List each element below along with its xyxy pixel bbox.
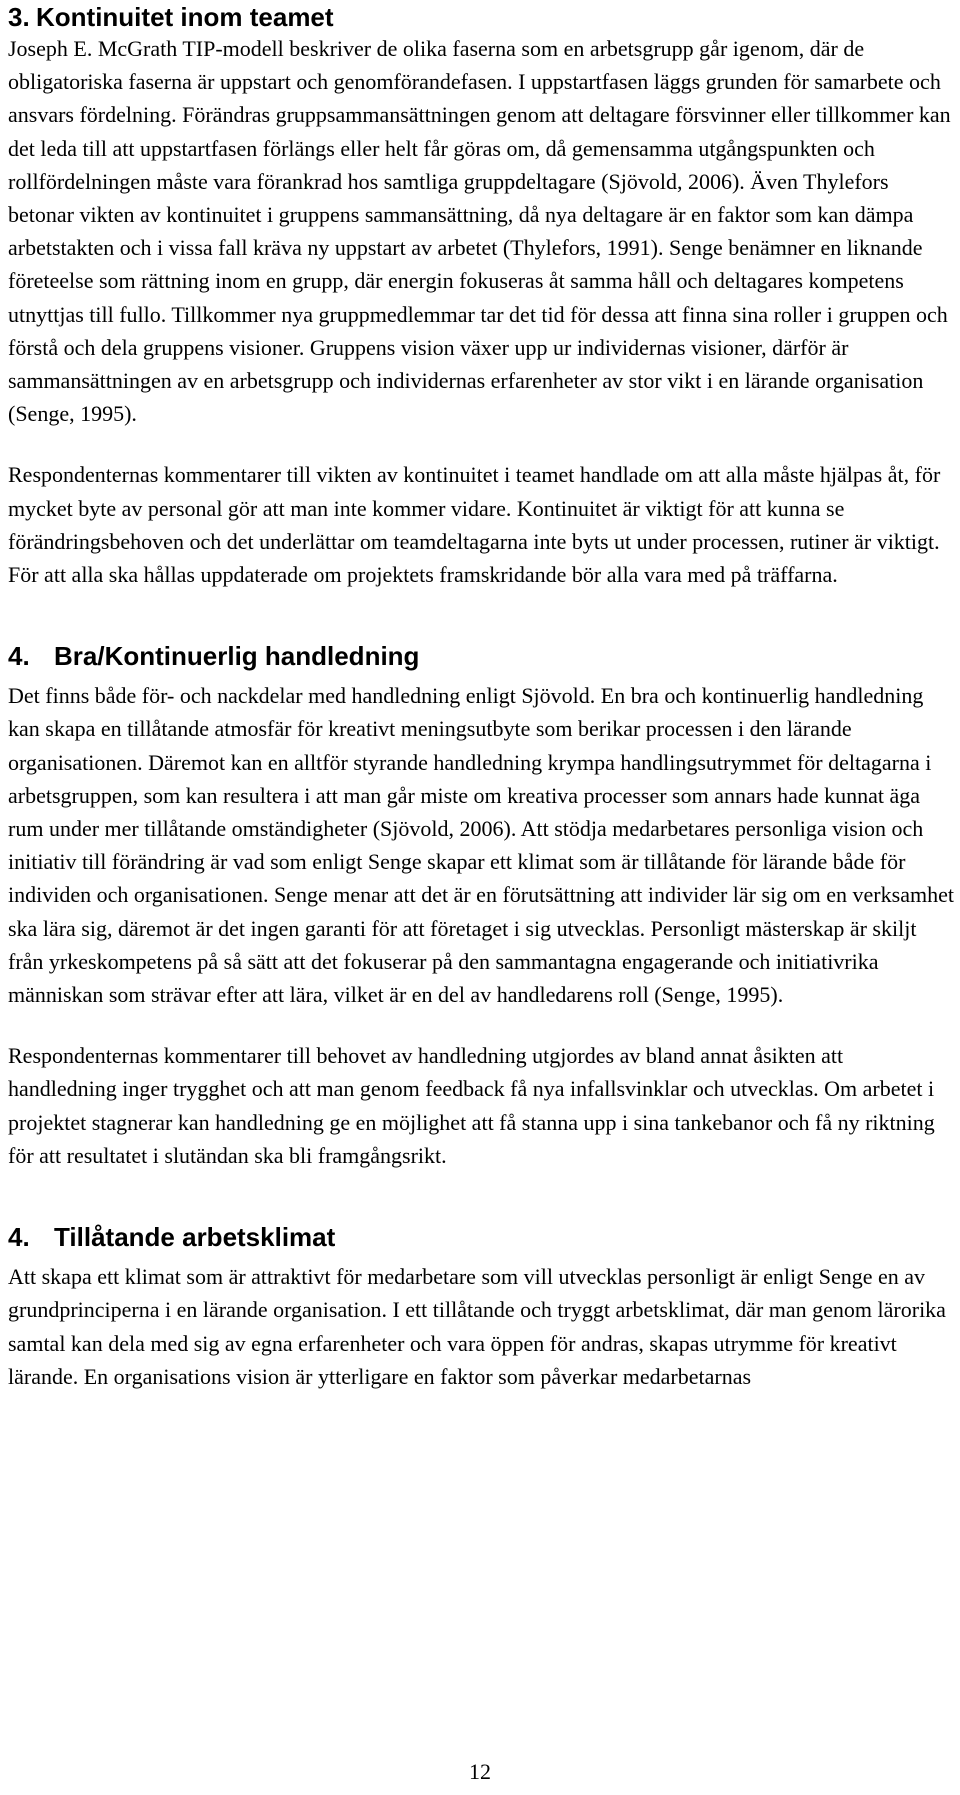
paragraph: Att skapa ett klimat som är attraktivt för medarbetare som vill utvecklas personligt är enligt Senge en av grundprinciperna i en lärande organisation. I ett tillåtande och tryggt arbetsklimat, där man genom lärorika samtal kan dela med sig av egna erfarenheter och vara öppen för andras, skapas utrymme för kreativt lärande. En organisations vision är ytterligare en faktor som påverkar medarbetarnas — [8, 1264, 946, 1389]
page-number: 12 — [469, 1759, 491, 1784]
section-heading — [8, 641, 956, 671]
section-title: Kontinuitet inom teamet — [36, 2, 334, 32]
section-kontinuitet — [8, 2, 956, 591]
paragraph: Joseph E. McGrath TIP-modell beskriver de olika faserna som en arbetsgrupp går igenom, där de obligatoriska faserna är uppstart och genomförandefasen. I uppstartfasen läggs grunden för samarbete och ansvars fördelning. Förändras gruppsammansättningen genom att deltagare försvinner eller tillkommer kan det leda till att uppstartfasen förlängs eller helt får göras om, då gemensamma utgångspunkten och rollfördelningen måste vara förankrad hos samtliga gruppdeltagare (Sjövold, 2006). Även Thylefors betonar vikten av kontinuitet i gruppens sammansättning, då nya deltagare är en faktor som kan dämpa arbetstakten och i vissa fall kräva ny uppstart av arbetet (Thylefors, 1991). Senge benämner en liknande företeelse som rättning inom en grupp, där energin fokuseras åt samma håll och deltagares kompetens utnyttjas till fullo. Tillkommer nya gruppmedlemmar tar det tid för dessa att finna sina roller i gruppen och förstå och dela gruppens visioner. Gruppens vision växer upp ur individernas visioner, därför är sammansättningen av en arbetsgrupp och individernas erfarenheter av stor vikt i en lärande organisation (Senge, 1995). — [8, 36, 951, 427]
section-number: 4. — [8, 641, 30, 672]
section-arbetsklimat — [8, 1222, 956, 1393]
paragraph: Respondenternas kommentarer till vikten av kontinuitet i teamet handlade om att alla måste hjälpas åt, för mycket byte av personal gör att man inte kommer vidare. Kontinuitet är viktigt för att kunna se förändringsbehoven och det underlättar om teamdeltagarna inte byts ut under processen, rutiner är viktigt. För att alla ska hållas uppdaterade om projektets framskridande bör alla vara med på träffarna. — [8, 462, 941, 588]
paragraph: Det finns både för- och nackdelar med handledning enligt Sjövold. En bra och kontinuerlig handledning kan skapa en tillåtande atmosfär för kreativt meningsutbyte som berikar processen i den lärande organisationen. Däremot kan en alltför styrande handledning krympa handlingsutrymmet för deltagarna i arbetsgruppen, som kan resultera i att man går miste om kreativa processer som annars hade kunnat äga rum under mer tillåtande omständigheter (Sjövold, 2006). Att stödja medarbetares personliga vision och initiativ till förändring är vad som enligt Senge skapar ett klimat som är tillåtande för lärande både för individen och organisationen. Senge menar att det är en förutsättning att individer lär sig om en verksamhet ska lära sig, däremot är det ingen garanti för att företaget i sig utvecklas. Personligt mästerskap är skiljt från yrkeskompetens på så sätt att det fokuserar på den sammantagna engagerande och initiativrika människan som strävar efter att lära, vilket är en del av handledarens roll (Senge, 1995). — [8, 683, 954, 1008]
section-title: Tillåtande arbetsklimat — [54, 1222, 336, 1253]
section-heading — [8, 1222, 956, 1252]
paragraph: Respondenternas kommentarer till behovet av handledning utgjordes av bland annat åsikten att handledning inger trygghet och att man genom feedback få nya infallsvinklar och utvecklas. Om arbetet i projektet stagnerar kan handledning ge en möjlighet att få stanna upp i sina tankebanor och få ny riktning för att resultatet i slutändan ska bli framgångsrikt. — [8, 1043, 935, 1168]
section-title: Bra/Kontinuerlig handledning — [54, 641, 420, 672]
document-page — [8, 0, 956, 1393]
section-number: 3. — [8, 2, 30, 32]
section-number: 4. — [8, 1222, 30, 1253]
section-handledning — [8, 641, 956, 1172]
section-heading — [8, 2, 956, 32]
